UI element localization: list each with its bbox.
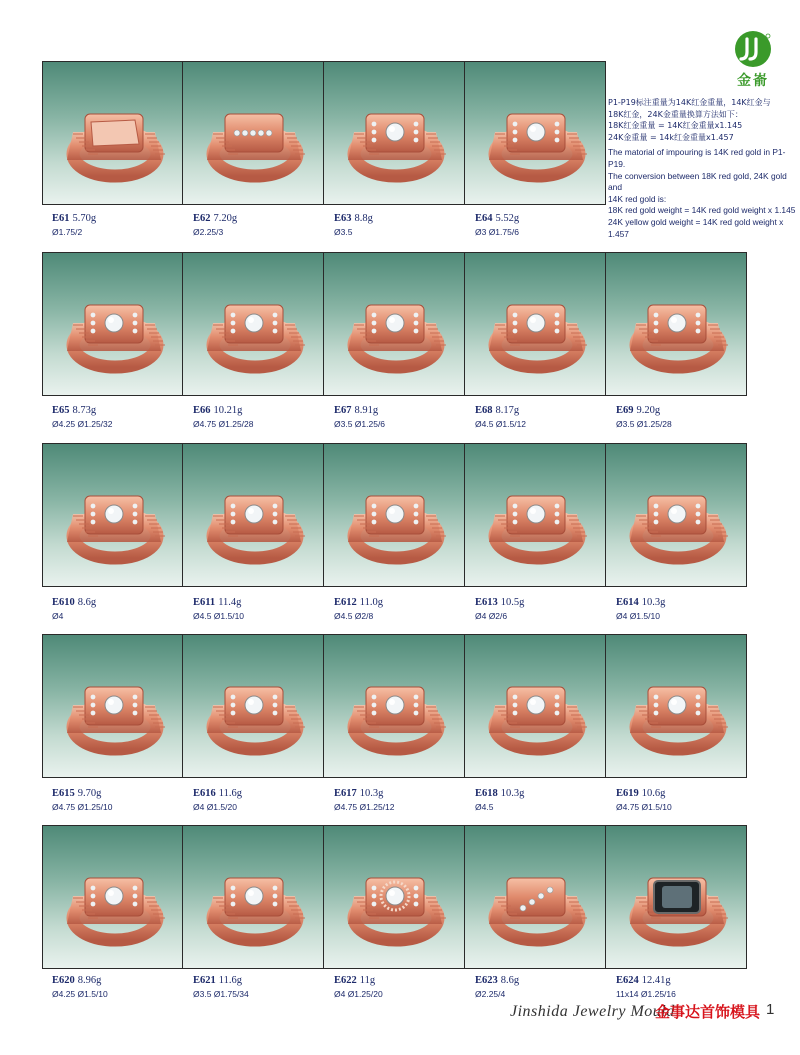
ring-illustration <box>465 635 606 778</box>
product-label <box>465 208 606 237</box>
product-stone-size: Ø4.75 Ø1.5/10 <box>616 802 672 812</box>
product-label <box>324 400 465 429</box>
brand-logo <box>728 30 778 92</box>
product-weight: 9.70g <box>77 788 102 799</box>
product-stone-size: Ø4 <box>52 611 64 621</box>
product-code: E66 <box>193 405 211 416</box>
product-code: E619 <box>616 788 639 799</box>
product-code: E611 <box>193 597 216 608</box>
product-stone-size: Ø4 Ø1.5/20 <box>193 802 237 812</box>
ring-illustration <box>606 826 747 969</box>
product-weight: 11.6g <box>218 975 243 986</box>
ring-illustration <box>324 826 465 969</box>
product-row-5 <box>42 825 747 969</box>
product-labels-row-1 <box>42 208 606 237</box>
page-number: 1 <box>766 1001 775 1018</box>
product-stone-size: 11x14 Ø1.25/16 <box>616 989 676 999</box>
product-weight: 11g <box>359 975 376 986</box>
note-en-line: The conversion between 18K red gold, 24K gold and <box>608 170 787 193</box>
product-weight: 8.73g <box>72 405 97 416</box>
product-code: E618 <box>475 788 498 799</box>
product-photo[interactable] <box>324 825 465 969</box>
note-en-line: 14K red gold is: <box>608 193 667 204</box>
product-code: E612 <box>334 597 357 608</box>
ring-illustration <box>606 635 747 778</box>
product-photo[interactable] <box>465 61 606 205</box>
product-code: E613 <box>475 597 498 608</box>
product-weight: 8.6g <box>500 975 520 986</box>
footer-brand-chinese: 金事达首饰模具 <box>655 1003 761 1021</box>
product-code: E62 <box>193 213 211 224</box>
product-photo[interactable] <box>324 61 465 205</box>
product-weight: 10.21g <box>213 405 243 416</box>
product-photo[interactable] <box>183 634 324 778</box>
product-stone-size: Ø4.5 Ø2/8 <box>334 611 374 621</box>
product-photo[interactable] <box>183 825 324 969</box>
ring-illustration <box>465 826 606 969</box>
product-label <box>324 208 465 237</box>
footer-brand-script: Jinshida Jewelry Mould <box>510 1003 675 1020</box>
product-label <box>42 783 183 812</box>
product-label <box>42 400 183 429</box>
product-stone-size: Ø3.5 Ø1.75/34 <box>193 989 249 999</box>
product-stone-size: Ø3.5 Ø1.25/6 <box>334 419 386 429</box>
product-label <box>183 592 324 621</box>
conversion-notes <box>608 97 796 240</box>
product-weight: 8.6g <box>77 597 97 608</box>
product-weight: 11.0g <box>359 597 384 608</box>
product-stone-size: Ø3.5 Ø1.25/28 <box>616 419 672 429</box>
product-stone-size: Ø2.25/3 <box>193 227 224 237</box>
product-weight: 11.4g <box>218 597 242 608</box>
product-weight: 5.52g <box>495 213 520 224</box>
product-code: E610 <box>52 597 75 608</box>
ring-illustration <box>183 253 324 396</box>
note-en-line: 24K yellow gold weight = 14K red gold weight x 1.457 <box>608 216 784 239</box>
product-code: E623 <box>475 975 498 986</box>
ring-illustration <box>183 826 324 969</box>
product-label <box>42 592 183 621</box>
product-labels-row-5 <box>42 970 747 999</box>
product-label <box>324 970 465 999</box>
product-stone-size: Ø3.5 <box>334 227 353 237</box>
product-row-3 <box>42 443 747 587</box>
product-photo[interactable] <box>606 443 747 587</box>
product-code: E620 <box>52 975 75 986</box>
ring-illustration <box>324 253 465 396</box>
product-weight: 10.3g <box>500 788 525 799</box>
product-label <box>42 208 183 237</box>
note-cn-line: P1-P19标注重量为14K红金重量，14K红金与 <box>608 98 771 107</box>
product-stone-size: Ø4 Ø2/6 <box>475 611 508 621</box>
product-label <box>465 783 606 812</box>
product-stone-size: Ø4.5 Ø1.5/12 <box>475 419 527 429</box>
product-weight: 10.6g <box>641 788 666 799</box>
product-label <box>606 592 747 621</box>
ring-illustration <box>183 635 324 778</box>
product-photo[interactable] <box>42 252 183 396</box>
product-photo[interactable] <box>183 443 324 587</box>
product-row-1 <box>42 61 606 205</box>
product-labels-row-4 <box>42 783 747 812</box>
product-weight: 10.3g <box>359 788 384 799</box>
ring-illustration <box>465 62 606 205</box>
product-label <box>42 970 183 999</box>
ring-illustration <box>43 826 183 969</box>
product-code: E69 <box>616 405 634 416</box>
ring-illustration <box>183 62 324 205</box>
ring-illustration <box>606 444 747 587</box>
product-photo[interactable] <box>183 61 324 205</box>
product-photo[interactable] <box>42 825 183 969</box>
ring-illustration <box>43 635 183 778</box>
note-en-line: 18K red gold weight = 14K red gold weight x 1.145 <box>608 205 796 216</box>
product-stone-size: Ø4.75 Ø1.25/12 <box>334 802 395 812</box>
ring-illustration <box>324 62 465 205</box>
logo-chinese-name: 金嵛 <box>737 73 769 89</box>
ring-illustration <box>43 444 183 587</box>
product-weight: 11.6g <box>218 788 243 799</box>
product-photo[interactable] <box>465 825 606 969</box>
logo-mark-icon <box>734 30 772 68</box>
product-photo[interactable] <box>606 252 747 396</box>
product-label <box>465 400 606 429</box>
product-labels-row-3 <box>42 592 747 621</box>
product-stone-size: Ø4 Ø1.25/20 <box>334 989 383 999</box>
product-stone-size: Ø4.5 <box>475 802 494 812</box>
ring-illustration <box>43 62 183 205</box>
product-photo[interactable] <box>42 443 183 587</box>
product-code: E65 <box>52 405 70 416</box>
product-stone-size: Ø4.75 Ø1.25/28 <box>193 419 254 429</box>
product-photo[interactable] <box>42 61 183 205</box>
product-label <box>465 970 606 999</box>
product-stone-size: Ø4 Ø1.5/10 <box>616 611 660 621</box>
product-label <box>183 208 324 237</box>
note-en-line: The matorial of impouring is 14K red gold in P1-P19. <box>608 147 786 169</box>
product-label <box>183 970 324 999</box>
product-label <box>324 592 465 621</box>
ring-illustration <box>183 444 324 587</box>
product-code: E624 <box>616 975 639 986</box>
product-code: E63 <box>334 213 352 224</box>
ring-illustration <box>324 635 465 778</box>
product-label <box>606 783 747 812</box>
product-photo[interactable] <box>183 252 324 396</box>
product-code: E64 <box>475 213 493 224</box>
product-stone-size: Ø4.25 Ø1.5/10 <box>52 989 108 999</box>
product-label <box>606 970 747 999</box>
product-code: E616 <box>193 788 216 799</box>
product-stone-size: Ø4.25 Ø1.25/32 <box>52 419 113 429</box>
note-cn-line: 24K金重量 = 14k红金重量x1.457 <box>608 132 734 142</box>
product-code: E621 <box>193 975 216 986</box>
product-photo[interactable] <box>465 443 606 587</box>
product-photo[interactable] <box>606 825 747 969</box>
product-weight: 8.91g <box>354 405 379 416</box>
product-label <box>606 400 747 429</box>
product-code: E622 <box>334 975 357 986</box>
note-cn-line: 18K红金重量 = 14K红金重量x1.145 <box>608 121 743 131</box>
product-stone-size: Ø4.5 Ø1.5/10 <box>193 611 245 621</box>
product-stone-size: Ø3 Ø1.75/6 <box>475 227 519 237</box>
product-label <box>324 783 465 812</box>
product-weight: 8.96g <box>77 975 102 986</box>
product-stone-size: Ø1.75/2 <box>52 227 83 237</box>
product-weight: 7.20g <box>213 213 238 224</box>
product-code: E68 <box>475 405 493 416</box>
page-footer <box>510 1000 790 1024</box>
product-label <box>183 783 324 812</box>
product-photo[interactable] <box>324 634 465 778</box>
product-code: E614 <box>616 597 639 608</box>
product-code: E61 <box>52 213 70 224</box>
product-code: E617 <box>334 788 357 799</box>
product-stone-size: Ø2.25/4 <box>475 989 506 999</box>
product-weight: 9.20g <box>636 405 661 416</box>
product-weight: 10.3g <box>641 597 666 608</box>
product-weight: 12.41g <box>641 975 671 986</box>
product-code: E615 <box>52 788 75 799</box>
product-weight: 8.8g <box>354 213 373 224</box>
product-stone-size: Ø4.75 Ø1.25/10 <box>52 802 113 812</box>
product-photo[interactable] <box>606 634 747 778</box>
product-label <box>183 400 324 429</box>
product-weight: 5.70g <box>72 213 97 224</box>
product-photo[interactable] <box>465 252 606 396</box>
product-row-2 <box>42 252 747 396</box>
product-labels-row-2 <box>42 400 747 429</box>
product-photo[interactable] <box>42 634 183 778</box>
product-row-4 <box>42 634 747 778</box>
ring-illustration <box>606 253 747 396</box>
ring-illustration <box>43 253 183 396</box>
product-weight: 8.17g <box>495 405 520 416</box>
note-cn-line: 18K红金，24K金重量换算方法如下： <box>608 109 743 119</box>
ring-illustration <box>465 253 606 396</box>
product-label <box>465 592 606 621</box>
product-code: E67 <box>334 405 352 416</box>
product-photo[interactable] <box>324 443 465 587</box>
ring-illustration <box>465 444 606 587</box>
product-weight: 10.5g <box>500 597 525 608</box>
product-photo[interactable] <box>465 634 606 778</box>
ring-illustration <box>324 444 465 587</box>
product-photo[interactable] <box>324 252 465 396</box>
